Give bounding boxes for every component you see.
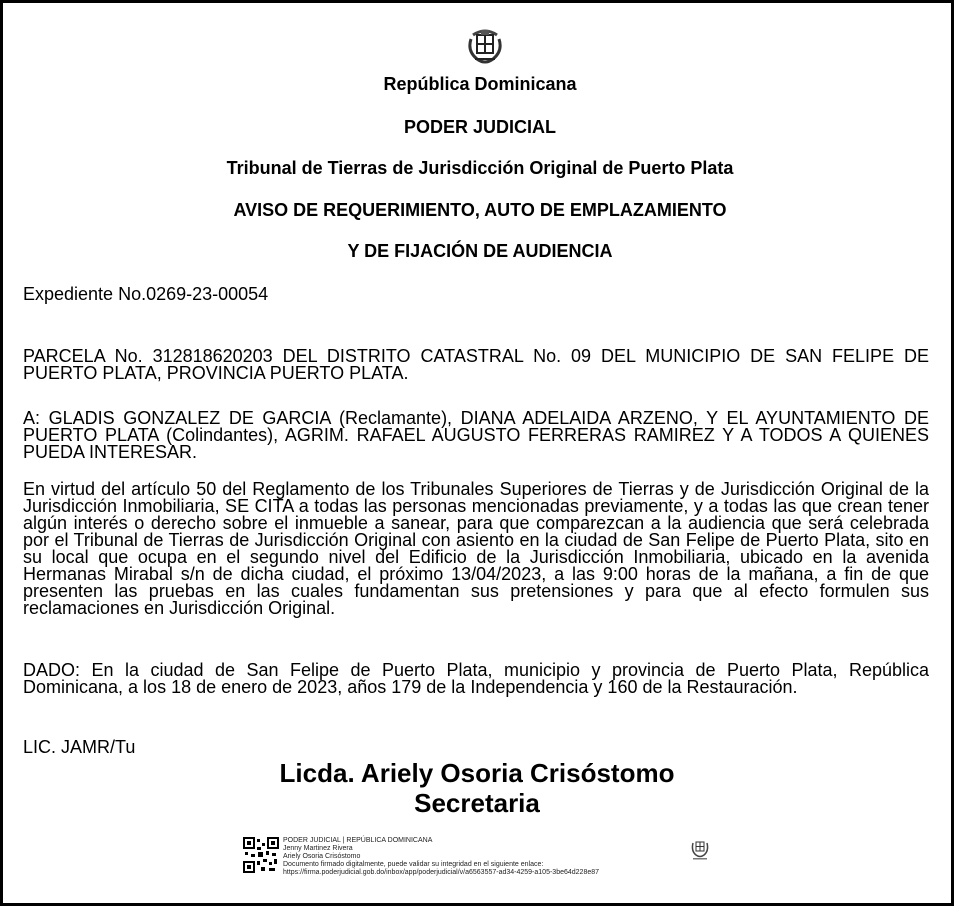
parcel-paragraph: PARCELA No. 312818620203 DEL DISTRITO CATASTRAL No. 09 DEL MUNICIPIO DE SAN FELIPE DE PUERTO PLATA, PROVINCIA PUERTO PLATA. [23, 346, 929, 383]
stamp-line-signer2: Ariely Osoria Crisóstomo [283, 853, 361, 860]
signer-name: Licda. Ariely Osoria Crisóstomo [279, 758, 675, 788]
coat-of-arms-icon [463, 21, 507, 65]
summons-paragraph: En virtud del artículo 50 del Reglamento de los Tribunales Superiores de Tierras y de Jurisdicción Original de la Jurisdicción Inmobiliaria, SE CITA a todas las personas mencionadas previamente, y a todas las que crean tener algún interés o derecho sobre el inmueble a sanear, para que comparezcan a la audiencia que será celebrada por el Tribunal de Tierras de Jurisdicción Original con asiento en la ciudad de San Felipe de Puerto Plata, sito en su local que ocupa en el segundo nivel del Edificio de la Jurisdicción Inmobiliaria, ubicado en la avenida Hermanas Mirabal s/n de dicha ciudad, el próximo 13/04/2023, a las 9:00 horas de la mañana, a fin de que presenten las pruebas en las cuales fundamentan sus pretensiones y para que al efecto formulen sus reclamaciones en Jurisdicción Original. [23, 479, 929, 618]
stamp-text [283, 837, 703, 877]
qr-code-icon [243, 837, 279, 873]
stamp-line-signer1: Jenny Martinez Rivera [283, 845, 353, 852]
notice-title-line2: Y DE FIJACIÓN DE AUDIENCIA [347, 241, 613, 261]
stamp-line-note: Documento firmado digitalmente, puede validar su integridad en el siguiente enlace: [283, 861, 544, 868]
tribunal-heading: Tribunal de Tierras de Jurisdicción Original de Puerto Plata [226, 158, 734, 178]
stamp-line-link[interactable]: https://firma.poderjudicial.gob.do/inbox/app/poderjudicial/v/a6563557-ad34-4259-a105-3be64d228e87 [283, 869, 600, 876]
notice-title-line1: AVISO DE REQUERIMIENTO, AUTO DE EMPLAZAMIENTO [233, 200, 727, 220]
initials: LIC. JAMR/Tu [23, 737, 136, 757]
country-heading: República Dominicana [383, 74, 577, 94]
given-paragraph: DADO: En la ciudad de San Felipe de Puerto Plata, municipio y provincia de Puerto Plata, República Dominicana, a los 18 de enero de 2023, años 179 de la Independencia y 160 de la Restauración. [23, 660, 929, 697]
signer-title: Secretaria [414, 788, 540, 818]
judicial-seal-icon [689, 835, 711, 861]
branch-heading: PODER JUDICIAL [403, 117, 556, 137]
addressees-paragraph: A: GLADIS GONZALEZ DE GARCIA (Reclamante), DIANA ADELAIDA ARZENO, Y EL AYUNTAMIENTO DE PUERTO PLATA (Colindantes), AGRIM. RAFAEL AUGUSTO FERRERAS RAMIREZ Y A TODOS A QUIENES PUEDA INTERESAR. [23, 408, 929, 462]
stamp-line-institution: PODER JUDICIAL | REPÚBLICA DOMINICANA [283, 837, 433, 844]
case-number: Expediente No.0269-23-00054 [23, 284, 269, 304]
